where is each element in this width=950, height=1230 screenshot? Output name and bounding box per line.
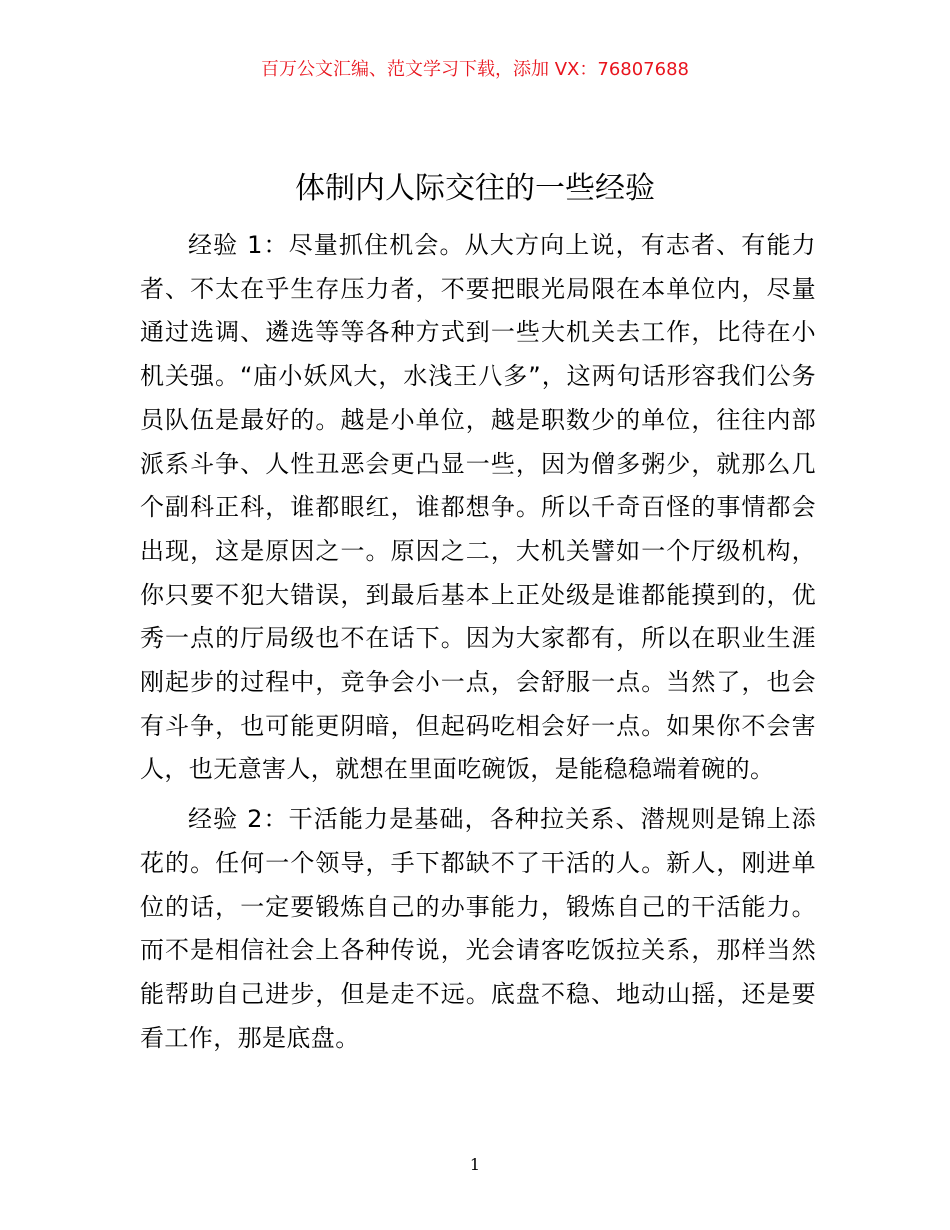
paragraph-experience-2: 经验 2：干活能力是基础，各种拉关系、潜规则是锦上添花的。任何一个领导，手下都缺不了干活的人。新人，刚进单位的话，一定要锻炼自己的办事能力，锻炼自己的干活能力。而不是相信社会上各种传说，光会请客吃饭拉关系，那样当然能帮助自己进步，但是走不远。底盘不稳、地动山摇，还是要看工作，那是底盘。	[140, 805, 816, 1052]
page-number: 1	[469, 1155, 481, 1174]
document-title: 体制内人际交往的一些经验	[295, 171, 655, 206]
promo-header: 百万公文汇编、范文学习下载，添加 VX：76807688	[261, 59, 689, 80]
document-body	[140, 224, 816, 1066]
paragraph-experience-1: 经验 1：尽量抓住机会。从大方向上说，有志者、有能力者、不太在乎生存压力者，不要把眼光局限在本单位内，尽量通过选调、遴选等等各种方式到一些大机关去工作，比待在小机关强。“庙小妖风大，水浅王八多”，这两句话形容我们公务员队伍是最好的。越是小单位，越是职数少的单位，往往内部派系斗争、人性丑恶会更凸显一些，因为僧多粥少，就那么几个副科正科，谁都眼红，谁都想争。所以千奇百怪的事情都会出现，这是原因之一。原因之二，大机关譬如一个厅级机构，你只要不犯大错误，到最后基本上正处级是谁都能摸到的，优秀一点的厅局级也不在话下。因为大家都有，所以在职业生涯刚起步的过程中，竞争会小一点，会舒服一点。当然了，也会有斗争，也可能更阴暗，但起码吃相会好一点。如果你不会害人，也无意害人，就想在里面吃碗饭，是能稳稳端着碗的。	[140, 231, 816, 784]
